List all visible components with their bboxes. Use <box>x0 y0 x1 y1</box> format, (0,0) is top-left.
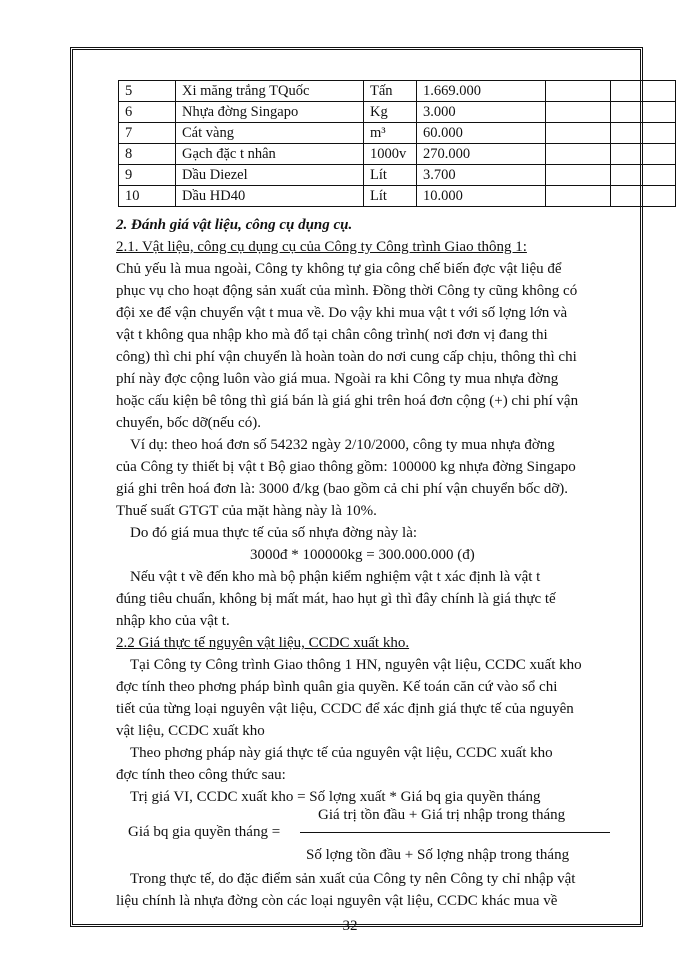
text-line: Trong thực tế, do đặc điểm sản xuất của Công ty nên Công ty chỉ nhập vật <box>130 871 576 887</box>
text-line: Do đó giá mua thực tế của số nhựa đờng này là: <box>130 525 418 541</box>
table-cell: 7 <box>119 123 176 144</box>
table-row <box>119 144 676 165</box>
text-line: công) thì chi phí vận chuyển là hoàn toàn do nơi cung cấp chịu, thông thì chi <box>116 349 577 365</box>
text-line: đợc tính theo phơng pháp bình quân gia quyền. Kế toán căn cứ vào sổ chi <box>116 679 558 695</box>
table-cell: 270.000 <box>417 144 546 165</box>
fraction-label: Giá bq gia quyền tháng = <box>128 824 281 840</box>
fraction-bar <box>300 832 610 833</box>
table-cell: Dầu HD40 <box>176 186 364 207</box>
table-cell <box>546 102 611 123</box>
text-line: đúng tiêu chuẩn, không bị mất mát, hao hụt gì thì đây chính là giá thực tế <box>116 591 556 607</box>
table-cell <box>611 144 676 165</box>
table-cell <box>546 81 611 102</box>
table-cell: Xi măng trắng TQuốc <box>176 81 364 102</box>
table-cell: 9 <box>119 165 176 186</box>
table-cell: Nhựa đờng Singapo <box>176 102 364 123</box>
text-line: liệu chính là nhựa đờng còn các loại nguyên vật liệu, CCDC khác mua về <box>116 893 558 909</box>
table-cell: Lít <box>364 186 417 207</box>
text-line: Trị giá VI, CCDC xuất kho = Số lợng xuất * Giá bq gia quyền tháng <box>130 789 541 805</box>
table-row <box>119 123 676 144</box>
table-row <box>119 186 676 207</box>
table-cell: Tấn <box>364 81 417 102</box>
table-cell: Gạch đặc t nhân <box>176 144 364 165</box>
table-cell: 60.000 <box>417 123 546 144</box>
table-row <box>119 102 676 123</box>
table-cell <box>546 186 611 207</box>
table-cell: 3.700 <box>417 165 546 186</box>
table-cell: m³ <box>364 123 417 144</box>
text-line: Chủ yếu là mua ngoài, Công ty không tự gia công chế biến đợc vật liệu để <box>116 261 562 277</box>
text-line: chuyển, bốc dỡ(nếu có). <box>116 415 261 431</box>
text-line: Thuế suất GTGT của mặt hàng này là 10%. <box>116 503 377 519</box>
table-cell <box>611 81 676 102</box>
text-line: tiết của từng loại nguyên vật liệu, CCDC để xác định giá thực tế của nguyên <box>116 701 574 717</box>
page-number: 32 <box>342 918 358 934</box>
table-cell <box>611 165 676 186</box>
fraction-denominator: Số lợng tồn đầu + Số lợng nhập trong tháng <box>306 847 570 863</box>
text-line: Ví dụ: theo hoá đơn số 54232 ngày 2/10/2000, công ty mua nhựa đờng <box>130 437 555 453</box>
text-line: phục vụ cho hoạt động sản xuất của mình. Đồng thời Công ty cũng không có <box>116 283 578 299</box>
table-cell <box>546 144 611 165</box>
table-cell: 1.669.000 <box>417 81 546 102</box>
table-cell: 1000v <box>364 144 417 165</box>
text-line: đội xe để vận chuyển vật t mua về. Do vậy khi mua vật t với số lợng lớn và <box>116 305 568 321</box>
table-cell <box>546 123 611 144</box>
table-row <box>119 165 676 186</box>
table-cell: Dầu Diezel <box>176 165 364 186</box>
table-cell: 3.000 <box>417 102 546 123</box>
table-cell: Lít <box>364 165 417 186</box>
text-line: của Công ty thiết bị vật t Bộ giao thông gồm: 100000 kg nhựa đờng Singapo <box>116 459 576 475</box>
section-heading-2: 2. Đánh giá vật liệu, công cụ dụng cụ. <box>116 217 353 233</box>
table-row <box>119 81 676 102</box>
table-cell: 6 <box>119 102 176 123</box>
table-cell <box>611 123 676 144</box>
text-line: vật liệu, CCDC xuất kho <box>116 723 265 739</box>
table-cell <box>611 186 676 207</box>
table-cell <box>546 165 611 186</box>
subheading-2-2: 2.2 Giá thực tế nguyên vật liệu, CCDC xuất kho. <box>116 635 410 651</box>
table-cell: Cát vàng <box>176 123 364 144</box>
formula-line: 3000đ * 100000kg = 300.000.000 (đ) <box>250 547 475 563</box>
table-cell: 10 <box>119 186 176 207</box>
text-line: Nếu vật t về đến kho mà bộ phận kiểm nghiệm vật t xác định là vật t <box>130 569 541 585</box>
text-line: Tại Công ty Công trình Giao thông 1 HN, nguyên vật liệu, CCDC xuất kho <box>130 657 582 673</box>
table-cell: 5 <box>119 81 176 102</box>
text-line: vật t không qua nhập kho mà đổ tại chân công trình( nơi đơn vị đang thi <box>116 327 548 343</box>
text-line: phí này đợc cộng luôn vào giá mua. Ngoài ra khi Công ty mua nhựa đờng <box>116 371 559 387</box>
subheading-2-1: 2.1. Vật liệu, công cụ dụng cụ của Công ty Công trình Giao thông 1: <box>116 239 527 255</box>
text-line: Theo phơng pháp này giá thực tế của nguyên vật liệu, CCDC xuất kho <box>130 745 553 761</box>
text-line: hoặc cấu kiện bê tông thì giá bán là giá ghi trên hoá đơn cộng (+) chi phí vận <box>116 393 579 409</box>
table-cell: 10.000 <box>417 186 546 207</box>
table-cell: 8 <box>119 144 176 165</box>
fraction-numerator: Giá trị tồn đầu + Giá trị nhập trong tháng <box>318 807 566 823</box>
table-cell: Kg <box>364 102 417 123</box>
text-line: nhập kho của vật t. <box>116 613 230 629</box>
text-line: đợc tính theo công thức sau: <box>116 767 286 783</box>
materials-table <box>118 80 676 207</box>
table-cell <box>611 102 676 123</box>
text-line: giá ghi trên hoá đơn là: 3000 đ/kg (bao gồm cả chi phí vận chuyển bốc dỡ). <box>116 481 568 497</box>
